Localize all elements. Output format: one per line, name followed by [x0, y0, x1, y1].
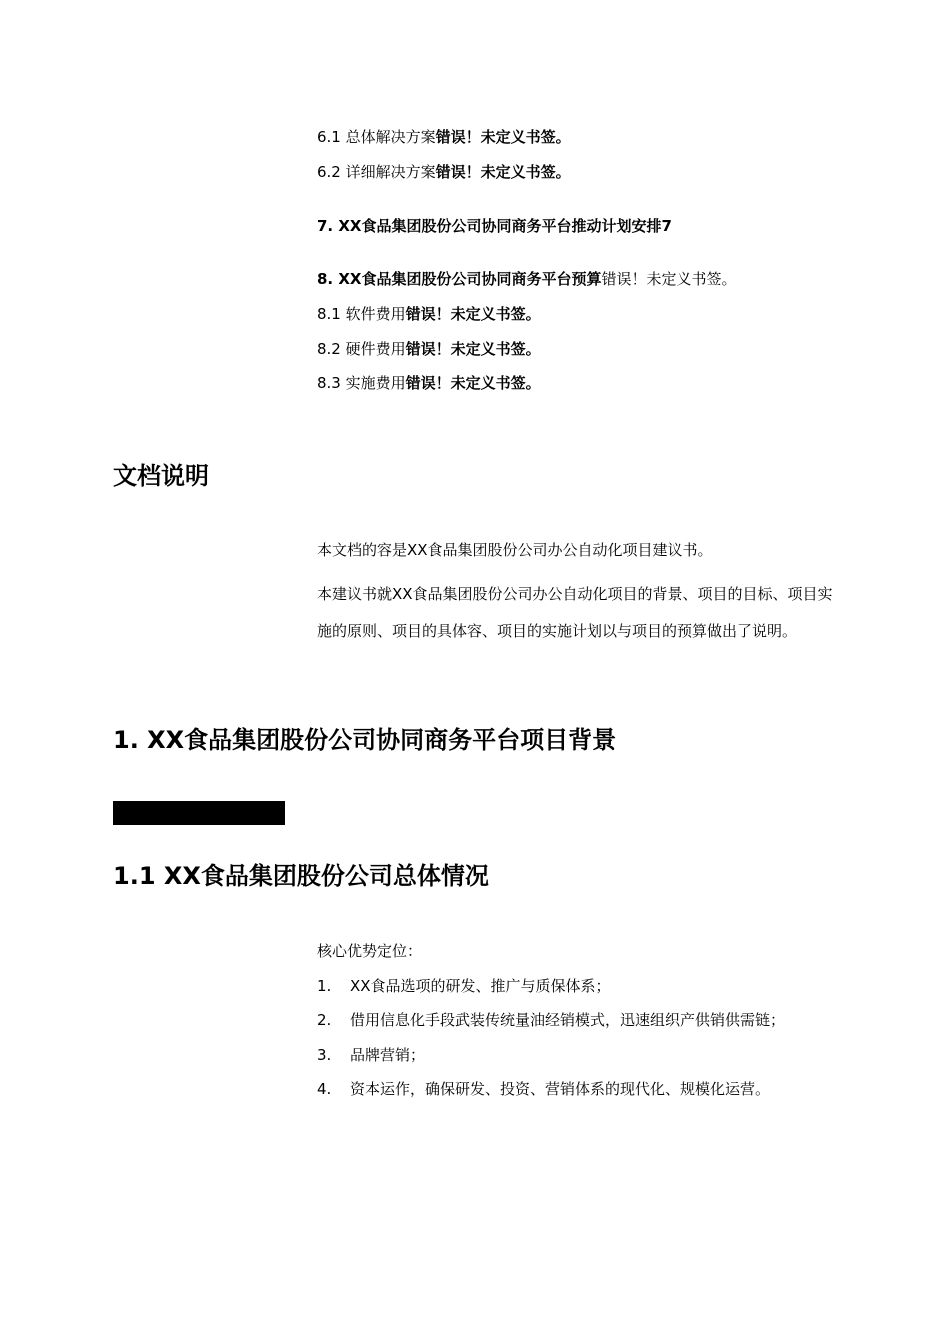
list-item: [317, 1079, 770, 1099]
toc-item-label: 6.2 详细解决方案: [317, 163, 436, 181]
toc-item-label: 8. XX食品集团股份公司协同商务平台预算: [317, 270, 602, 288]
list-item-number: 2.: [317, 1011, 332, 1029]
toc-item-label: 8.2 硬件费用: [317, 340, 406, 358]
toc-item-label: 7. XX食品集团股份公司协同商务平台推动计划安排7: [317, 217, 672, 235]
section-1-heading: 1. XX食品集团股份公司协同商务平台项目背景: [113, 726, 617, 754]
toc-item-7: [317, 216, 672, 236]
list-item-text: XX食品选项的研发、推广与质保体系；: [350, 977, 611, 995]
doc-note-para1: 本文档的容是XX食品集团股份公司办公自动化项目建议书。: [317, 541, 713, 559]
list-item-number: 1.: [317, 977, 332, 995]
toc-item-8: [317, 269, 737, 289]
section-1-1-intro: 核心优势定位：: [317, 942, 423, 960]
bookmark-error: 错误！未定义书签。: [601, 270, 737, 288]
list-item-text: 资本运作，确保研发、投资、营销体系的现代化、规模化运营。: [350, 1080, 771, 1098]
list-item-text: 借用信息化手段武装传统量油经销模式，迅速组织产供销供需链；: [350, 1011, 786, 1029]
list-item: [317, 1010, 785, 1030]
toc-item-6-1: [317, 127, 571, 147]
toc-item-8-2: [317, 339, 541, 359]
list-item-number: 4.: [317, 1080, 332, 1098]
toc-item-8-1: [317, 304, 541, 324]
list-item: [317, 1045, 425, 1065]
section-1-1-heading: 1.1 XX食品集团股份公司总体情况: [113, 862, 489, 890]
toc-item-label: 8.3 实施费用: [317, 374, 406, 392]
toc-item-label: 8.1 软件费用: [317, 305, 406, 323]
toc-item-6-2: [317, 162, 571, 182]
redaction-bar: [113, 801, 285, 825]
toc-item-label: 6.1 总体解决方案: [317, 128, 436, 146]
toc-item-8-3: [317, 373, 541, 393]
bookmark-error: 错误！未定义书签。: [405, 305, 541, 323]
doc-note-para2: 本建议书就XX食品集团股份公司办公自动化项目的背景、项目的目标、项目实施的原则、项目的具体容、项目的实施计划以与项目的预算做出了说明。: [317, 585, 833, 640]
bookmark-error: 错误！未定义书签。: [435, 128, 571, 146]
list-item: [317, 976, 611, 996]
list-item-number: 3.: [317, 1046, 332, 1064]
bookmark-error: 错误！未定义书签。: [435, 163, 571, 181]
list-item-text: 品牌营销；: [350, 1046, 426, 1064]
doc-note-heading: 文档说明: [113, 462, 209, 490]
bookmark-error: 错误！未定义书签。: [405, 374, 541, 392]
bookmark-error: 错误！未定义书签。: [405, 340, 541, 358]
